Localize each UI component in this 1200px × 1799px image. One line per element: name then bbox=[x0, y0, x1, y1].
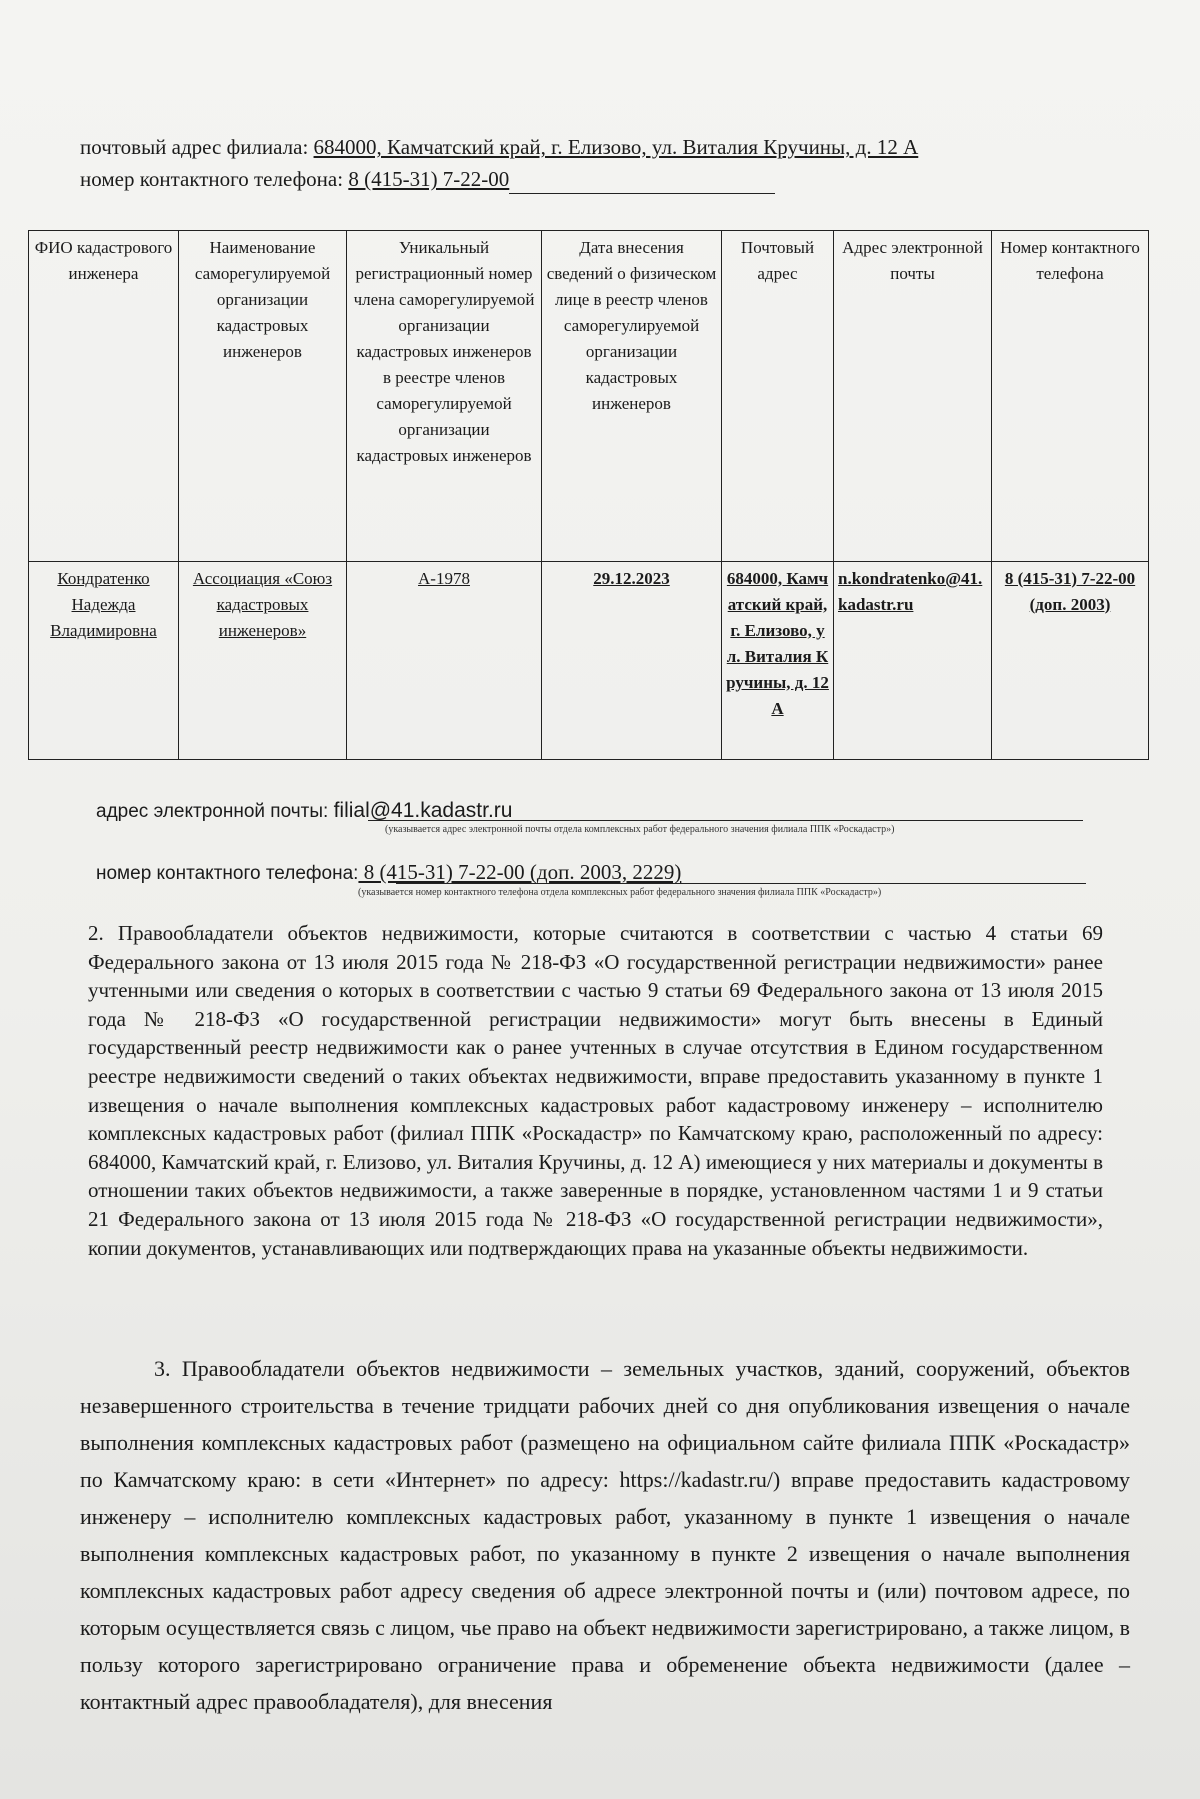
header-registration-number: Уникальный регистрационный номер члена саморегулируемой организации кадастровых инженеров в реестре членов саморегулируемой организации кадастровых инженеров bbox=[347, 231, 542, 562]
header-sro-name: Наименование саморегулируемой организации кадастровых инженеров bbox=[179, 231, 347, 562]
engineer-table bbox=[28, 230, 1149, 760]
header-postal-address: Почтовый адрес bbox=[722, 231, 834, 562]
table-row bbox=[29, 561, 1149, 759]
phone-fill-line bbox=[509, 171, 775, 194]
cell-fio: Кондратенко Надежда Владимировна bbox=[29, 561, 179, 759]
phone-line bbox=[80, 164, 775, 194]
postal-address-label: почтовый адрес филиала: bbox=[80, 135, 314, 159]
cell-postal-address: 684000, Камчатский край, г. Елизово, ул. Виталия Кручины, д. 12 А bbox=[722, 561, 834, 759]
email-value: filial@41.kadastr.ru bbox=[333, 799, 513, 822]
header-phone: Номер контактного телефона bbox=[992, 231, 1149, 562]
email-label: адрес электронной почты: bbox=[96, 801, 334, 822]
postal-address-line bbox=[80, 132, 918, 162]
paragraph-3-text: 3. Правообладатели объектов недвижимости – земельных участков, зданий, сооружений, объектов незавершенного строительства в течение тридцати рабочих дней со дня опубликования извещения о начале выполнения комплексных кадастровых работ (размещено на официальном сайте филиала ППК «Роскадастр» по Камчатскому краю: в сети «Интернет» по адресу: https://kadastr.ru/) вправе предоставить кадастровому инженеру – исполнителю комплексных кадастровых работ, указанному в пункте 1 извещения о начале выполнения комплексных кадастровых работ, по указанному в пункте 2 извещения о начале выполнения комплексных кадастровых работ адресу сведения об адресе электронной почты и (или) почтовом адресе, по которым осуществляется связь с лицом, чье право на объект недвижимости зарегистрировано, а также лицом, в пользу которого зарегистрировано ограничение права и обременение объекта недвижимости (далее – контактный адрес правообладателя), для внесения bbox=[80, 1356, 1130, 1714]
phone-underline bbox=[396, 883, 1086, 884]
phone-value: 8 (415-31) 7-22-00 bbox=[348, 167, 510, 191]
paragraph-3 bbox=[80, 1350, 1130, 1720]
cell-email: n.kondratenko@41.kadastr.ru bbox=[834, 561, 992, 759]
email-line bbox=[96, 796, 512, 827]
contact-phone-value: 8 (415-31) 7-22-00 (доп. 2003, 2229) bbox=[358, 860, 682, 884]
email-underline bbox=[368, 820, 1083, 821]
contact-phone-line bbox=[96, 857, 681, 889]
paragraph-2 bbox=[88, 919, 1103, 1262]
cell-registration-number: А-1978 bbox=[347, 561, 542, 759]
cell-sro-name: Ассоциация «Союз кадастровых инженеров» bbox=[179, 561, 347, 759]
header-email: Адрес электронной почты bbox=[834, 231, 992, 562]
email-caption: (указывается адрес электронной почты отдела комплексных работ федерального значения филиала ППК «Роскадастр») bbox=[385, 824, 895, 835]
phone-label: номер контактного телефона: bbox=[80, 167, 349, 191]
cell-registry-date: 29.12.2023 bbox=[542, 561, 722, 759]
postal-address-value: 684000, Камчатский край, г. Елизово, ул. Виталия Кручины, д. 12 А bbox=[313, 135, 919, 159]
contact-phone-label: номер контактного телефона: bbox=[96, 863, 359, 884]
header-registry-date: Дата внесения сведений о физическом лице в реестр членов саморегулируемой организации кадастровых инженеров bbox=[542, 231, 722, 562]
header-fio: ФИО кадастрового инженера bbox=[29, 231, 179, 562]
phone-caption: (указывается номер контактного телефона отдела комплексных работ федерального значения филиала ППК «Роскадастр») bbox=[358, 887, 882, 898]
table-header-row bbox=[29, 231, 1149, 562]
paragraph-2-text: 2. Правообладатели объектов недвижимости, которые считаются в соответствии с частью 4 статьи 69 Федерального закона от 13 июля 2015 года № 218-ФЗ «О государственной регистрации недвижимости» ранее учтенными или сведения о которых в соответствии с частью 9 статьи 69 Федерального закона от 13 июля 2015 года № 218-ФЗ «О государственной регистрации недвижимости» могут быть внесены в Единый государственный реестр недвижимости как о ранее учтенных в случае отсутствия в Едином государственном реестре недвижимости сведений о таких объектах недвижимости, вправе предоставить указанному в пункте 1 извещения о начале выполнения комплексных кадастровых работ кадастровому инженеру – исполнителю комплексных кадастровых работ (филиал ППК «Роскадастр» по Камчатскому краю, расположенный по адресу: 684000, Камчатский край, г. Елизово, ул. Виталия Кручины, д. 12 А) имеющиеся у них материалы и документы в отношении таких объектов недвижимости, а также заверенные в порядке, установленном частями 1 и 9 статьи 21 Федерального закона от 13 июля 2015 года № 218-ФЗ «О государственной регистрации недвижимости», копии документов, устанавливающих или подтверждающих права на указанные объекты недвижимости. bbox=[88, 921, 1103, 1260]
cell-phone: 8 (415-31) 7-22-00 (доп. 2003) bbox=[992, 561, 1149, 759]
